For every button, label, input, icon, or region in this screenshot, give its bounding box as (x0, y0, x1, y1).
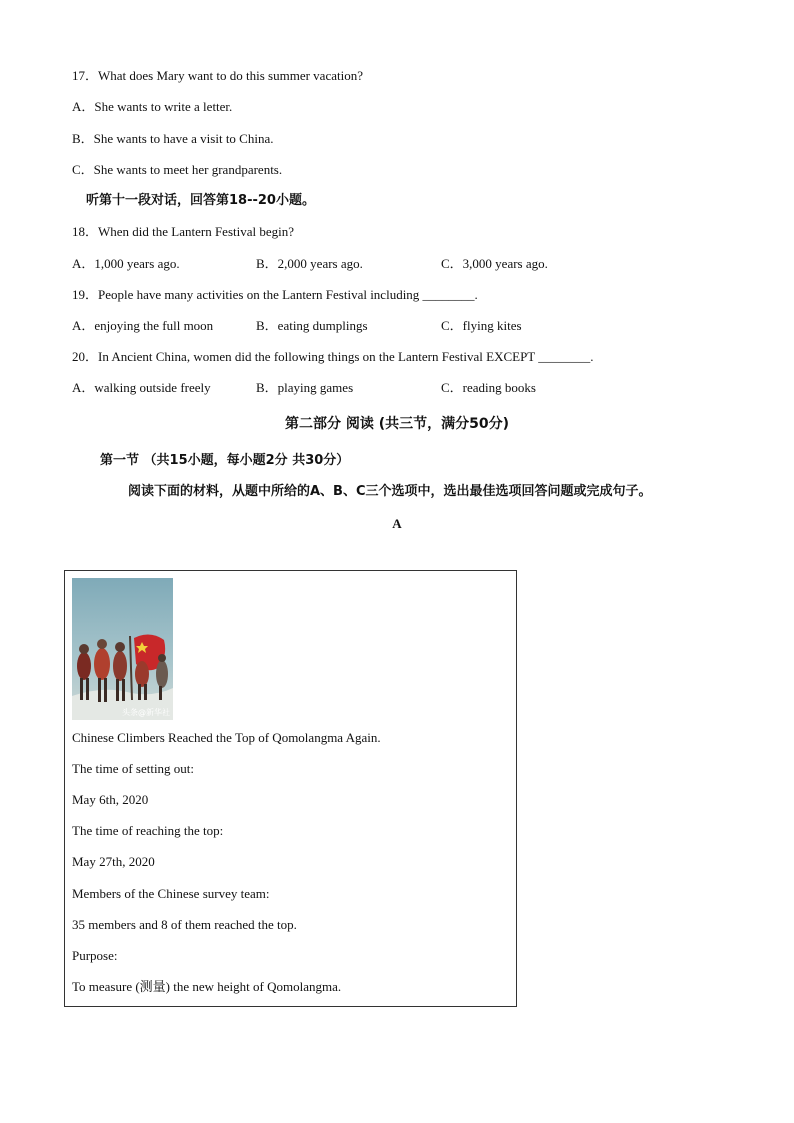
q18-option-b: B．2,000 years ago. (256, 256, 363, 271)
setout-label: The time of setting out: (72, 761, 195, 776)
q19-options (72, 318, 632, 334)
passage-letter: A (392, 516, 402, 531)
listening-instruction-11: 听第十一段对话，回答第18--20小题。 (86, 193, 315, 208)
q20-stem: 20．In Ancient China, women did the following things on the Lantern Festival EXCEPT ________. (72, 349, 594, 364)
passage-box (64, 570, 517, 1007)
q19-option-b: B．eating dumplings (256, 318, 368, 333)
q18-stem: 18．When did the Lantern Festival begin? (72, 224, 295, 239)
q19-option-a: A．enjoying the full moon (72, 318, 214, 333)
reading-instruction: 阅读下面的材料，从题中所给的A、B、C三个选项中，选出最佳选项回答问题或完成句子。 (128, 484, 652, 499)
q17-option-b: B．She wants to have a visit to China. (72, 131, 274, 146)
q19-stem: 19．People have many activities on the Lantern Festival including ________. (72, 287, 478, 302)
q20-option-c: C．reading books (441, 380, 536, 395)
q18-options (72, 256, 632, 272)
setout-date: May 6th, 2020 (72, 792, 149, 807)
top-label: The time of reaching the top: (72, 823, 224, 838)
q19-option-c: C．flying kites (441, 318, 522, 333)
q20-options (72, 380, 632, 396)
q20-option-b: B．playing games (256, 380, 354, 395)
q18-option-c: C．3,000 years ago. (441, 256, 548, 271)
purpose-value: To measure (测量) the new height of Qomolangma. (72, 979, 342, 994)
climbers-photo-image (72, 578, 173, 720)
q20-option-a: A．walking outside freely (72, 380, 211, 395)
members-value: 35 members and 8 of them reached the top. (72, 917, 297, 932)
q17-option-c: C．She wants to meet her grandparents. (72, 162, 283, 177)
members-label: Members of the Chinese survey team: (72, 886, 270, 901)
climbers-photo (72, 578, 173, 720)
q17-stem: 17．What does Mary want to do this summer vacation? (72, 68, 363, 83)
part2-title: 第二部分 阅读 (共三节，满分50分) (284, 416, 510, 432)
q17-option-a: A．She wants to write a letter. (72, 99, 233, 114)
passage-headline: Chinese Climbers Reached the Top of Qomolangma Again. (72, 730, 381, 745)
q18-option-a: A．1,000 years ago. (72, 256, 180, 271)
purpose-label: Purpose: (72, 948, 118, 963)
section1-heading: 第一节 （共15小题，每小题2分 共30分） (100, 453, 350, 468)
top-date: May 27th, 2020 (72, 854, 155, 869)
photo-caption: 头条@新华社 (122, 708, 170, 717)
